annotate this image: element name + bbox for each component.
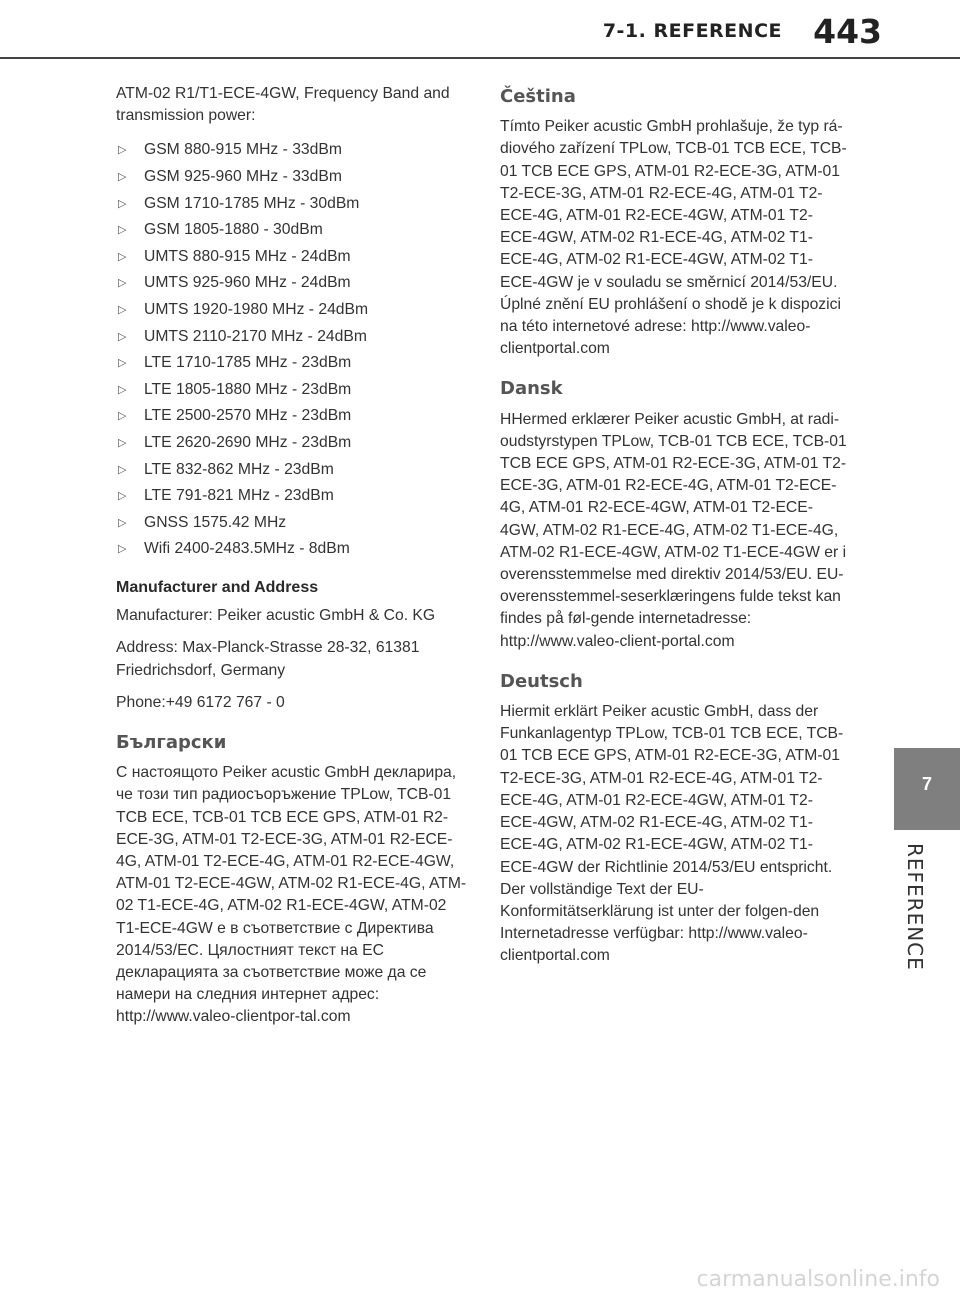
frequency-band-label: LTE 2500-2570 MHz - 23dBm [144, 407, 352, 425]
chapter-side-label [883, 843, 933, 978]
triangle-right-outline-icon: ▷ [118, 410, 127, 423]
triangle-right-outline-icon: ▷ [118, 516, 127, 529]
frequency-band-label: LTE 1805-1880 MHz - 23dBm [144, 380, 352, 398]
page-number: 443 [813, 12, 882, 51]
frequency-band-item [116, 137, 468, 164]
czech-heading: Čeština [500, 86, 576, 107]
triangle-right-outline-icon: ▷ [118, 250, 127, 263]
czech-text: Tímto Peiker acustic GmbH prohlašuje, že typ rá-diového zařízení TPLow, TCB-01 TCB ECE, TCB-01 TCB ECE GPS, ATM-01 R2-ECE-3G, ATM-01 T2-ECE-3G, ATM-01 R2-ECE-4G, ATM-01 T2-ECE-4G, ATM-01 R2-ECE-4GW, ATM-01 T2-ECE-4GW, ATM-02 R1-ECE-4G, ATM-02 T1-ECE-4G, ATM-02 R1-ECE-4GW, ATM-02 T1-ECE-4GW je v souladu se směrnicí 2014/53/EU. Úplné znění EU prohlášení o shodě je k dispozici na této internetové adrese: http://www.valeo-clientportal.com [500, 118, 847, 358]
frequency-band-list [116, 137, 468, 563]
frequency-band-label: GNSS 1575.42 MHz [144, 513, 287, 531]
frequency-band-label: LTE 2620-2690 MHz - 23dBm [144, 433, 352, 451]
header-divider [0, 57, 960, 59]
bulgarian-heading: Български [116, 731, 227, 753]
triangle-right-outline-icon: ▷ [118, 383, 127, 396]
page-header [0, 0, 960, 60]
triangle-right-outline-icon: ▷ [118, 197, 127, 210]
triangle-right-outline-icon: ▷ [118, 277, 127, 290]
triangle-right-outline-icon: ▷ [118, 543, 127, 556]
left-column [116, 83, 468, 1039]
chapter-tab[interactable] [894, 748, 960, 830]
danish-text: HHermed erklærer Peiker acustic GmbH, at radi-oudstyrstypen TPLow, TCB-01 TCB ECE, TCB-01 TCB ECE GPS, ATM-01 R2-ECE-3G, ATM-01 T2-ECE-3G, ATM-01 R2-ECE-4G, ATM-01 T2-ECE-4G, ATM-01 R2-ECE-4GW, ATM-01 T2-ECE-4GW, ATM-02 R1-ECE-4G, ATM-02 T1-ECE-4G, ATM-02 R1-ECE-4GW, ATM-02 T1-ECE-4GW er i overensstemmelse med direktiv 2014/53/EU. EU-overensstemmel-seserklæringens fulde tekst kan findes på føl-gende internetadresse: http://www.valeo-client-portal.com [500, 410, 847, 650]
german-heading: Deutsch [500, 670, 583, 692]
triangle-right-outline-icon: ▷ [118, 463, 127, 476]
right-column [500, 83, 848, 978]
triangle-right-outline-icon: ▷ [118, 224, 127, 237]
frequency-band-item [116, 403, 468, 430]
frequency-band-label: UMTS 1920-1980 MHz - 24dBm [144, 300, 369, 318]
watermark: carmanualsonline.info [696, 1267, 940, 1292]
frequency-band-item [116, 244, 468, 271]
triangle-right-outline-icon: ▷ [118, 171, 127, 183]
frequency-band-item [116, 297, 468, 324]
manufacturer-text: Manufacturer: Peiker acustic GmbH & Co. KG [116, 607, 436, 625]
triangle-right-outline-icon: ▷ [118, 436, 127, 449]
frequency-band-item [116, 510, 468, 537]
frequency-band-item [116, 377, 468, 404]
manufacturer-heading: Manufacturer and Address [116, 578, 319, 596]
german-text: Hiermit erklärt Peiker acustic GmbH, dass der Funkanlagentyp TPLow, TCB-01 TCB ECE, TCB-01 TCB ECE GPS, ATM-01 R2-ECE-3G, ATM-01 T2-ECE-3G, ATM-01 R2-ECE-4G, ATM-01 T2-ECE-4G, ATM-01 R2-ECE-4GW, ATM-01 T2-ECE-4GW, ATM-02 R1-ECE-4G, ATM-02 T1-ECE-4G, ATM-02 R1-ECE-4GW, ATM-02 T1-ECE-4GW der Richtlinie 2014/53/EU entspricht. Der vollständige Text der EU-Konformitätserklärung ist unter der folgen-den Internetadresse verfügbar: http://www.valeo-clientportal.com [500, 703, 844, 965]
triangle-right-outline-icon: ▷ [118, 490, 127, 503]
danish-heading: Dansk [500, 378, 563, 400]
frequency-band-item [116, 217, 468, 244]
frequency-band-label: GSM 1710-1785 MHz - 30dBm [144, 194, 360, 212]
frequency-band-label: LTE 791-821 MHz - 23dBm [144, 487, 334, 505]
triangle-right-outline-icon: ▷ [118, 303, 127, 316]
frequency-band-item [116, 536, 468, 563]
triangle-right-outline-icon: ▷ [118, 144, 127, 157]
frequency-band-label: UMTS 925-960 MHz - 24dBm [144, 274, 351, 292]
frequency-band-item [116, 483, 468, 510]
section-title: 7-1. REFERENCE [602, 20, 782, 42]
frequency-band-label: GSM 925-960 MHz - 33dBm [144, 168, 342, 185]
frequency-band-label: GSM 880-915 MHz - 33dBm [144, 141, 342, 159]
frequency-band-item [116, 324, 468, 351]
frequency-band-label: Wifi 2400-2483.5MHz - 8dBm [144, 540, 350, 558]
chapter-label-text: REFERENCE [903, 843, 927, 971]
chapter-number: 7 [921, 774, 932, 794]
frequency-band-item [116, 164, 468, 191]
bulgarian-text: С настоящото Peiker acustic GmbH декларира, че този тип радиосъоръжение TPLow, TCB-01 TCB ECE, TCB-01 TCB ECE GPS, ATM-01 R2-ECE-3G, ATM-01 T2-ECE-3G, ATM-01 R2-ECE-4G, ATM-01 T2-ECE-4G, ATM-01 R2-ECE-4GW, ATM-01 T2-ECE-4GW, ATM-02 R1-ECE-4G, ATM-02 T1-ECE-4G, ATM-02 R1-ECE-4GW, ATM-02 T1-ECE-4GW е в съответствие с Директива 2014/53/ЕС. Цялостният текст на ЕС декларацията за съответствие може да се намери на следния интернет адрес: http://www.valeo-clientpor-tal.com [116, 764, 467, 1026]
address-text: Address: Max-Planck-Strasse 28-32, 61381 Friedrichsdorf, Germany [116, 639, 420, 679]
frequency-band-item [116, 191, 468, 218]
frequency-intro: ATM-02 R1/T1-ECE-4GW, Frequency Band and transmission power: [116, 85, 450, 125]
frequency-band-label: LTE 1710-1785 MHz - 23dBm [144, 354, 352, 372]
frequency-band-label: GSM 1805-1880 - 30dBm [144, 221, 323, 239]
frequency-band-item [116, 430, 468, 457]
frequency-band-item [116, 350, 468, 377]
frequency-band-label: UMTS 880-915 MHz - 24dBm [144, 247, 351, 265]
phone-text: Phone:+49 6172 767 - 0 [116, 693, 285, 711]
frequency-band-item [116, 457, 468, 484]
frequency-band-item [116, 270, 468, 297]
frequency-band-label: UMTS 2110-2170 MHz - 24dBm [144, 327, 367, 345]
frequency-band-label: LTE 832-862 MHz - 23dBm [144, 460, 334, 478]
triangle-right-outline-icon: ▷ [118, 357, 127, 370]
triangle-right-outline-icon: ▷ [118, 330, 127, 343]
